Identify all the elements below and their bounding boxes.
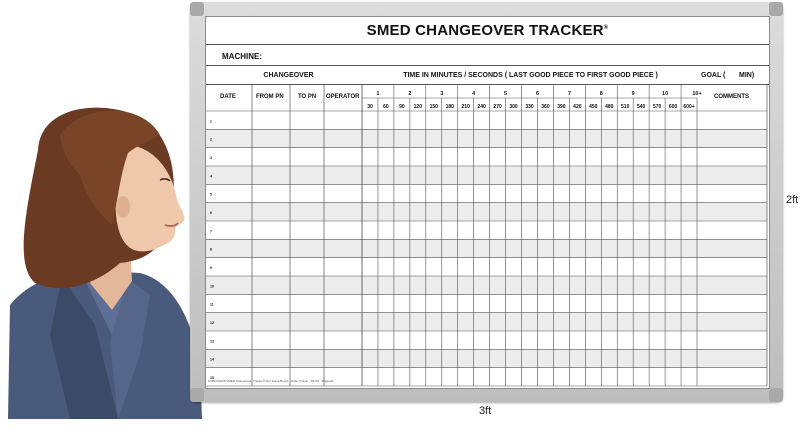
comments-column-header: COMMENTS: [714, 94, 749, 100]
row-number: 2: [210, 137, 212, 142]
seconds-label: 150: [429, 104, 438, 110]
board-title: SMED CHANGEOVER TRACKER®: [366, 22, 609, 39]
row-number: 1: [210, 119, 212, 124]
minute-label: 10: [662, 91, 669, 97]
row-number: 7: [210, 229, 212, 234]
minute-label: 7: [567, 91, 571, 97]
tracker-grid: [206, 17, 769, 388]
seconds-label: 300: [509, 104, 518, 110]
minute-label: 6: [535, 91, 540, 97]
width-dimension-label: 3ft: [479, 405, 492, 417]
row-number: 13: [210, 339, 214, 344]
row-number: 8: [210, 247, 212, 252]
seconds-label: 600: [668, 104, 678, 110]
minute-label: 1: [376, 91, 380, 97]
frame-corner: [769, 2, 783, 16]
seconds-label: 60: [383, 104, 389, 110]
time-header: TIME IN MINUTES / SECONDS ( LAST GOOD PIECE TO FIRST GOOD PIECE ): [403, 72, 658, 79]
frame-corner: [190, 2, 204, 16]
seconds-label: 90: [399, 104, 405, 110]
row-number: 9: [210, 266, 212, 271]
row-number: 14: [210, 357, 214, 362]
minute-label: 4: [472, 91, 476, 97]
seconds-label: 210: [461, 104, 470, 110]
seconds-label: 270: [493, 104, 502, 110]
height-dimension-label: 2ft: [786, 194, 799, 206]
seconds-label: 450: [589, 104, 598, 110]
seconds-label: 540: [636, 104, 646, 110]
seconds-label: 600+: [683, 104, 695, 110]
seconds-label: 30: [367, 104, 373, 110]
operator-column-header: OPERATOR: [326, 94, 360, 100]
seconds-label: 120: [413, 104, 423, 110]
row-number: 12: [210, 321, 214, 326]
seconds-label: 420: [573, 104, 582, 110]
whiteboard-surface: [205, 16, 770, 389]
seconds-label: 570: [652, 104, 662, 110]
minute-label: 5: [504, 91, 508, 97]
frame-corner: [769, 388, 783, 402]
changeover-header: CHANGEOVER: [263, 72, 314, 79]
date-column-header: DATE: [220, 94, 236, 100]
seconds-label: 390: [557, 104, 566, 110]
minute-label: 3: [440, 91, 444, 97]
frame-corner: [190, 388, 204, 402]
machine-label: MACHINE:: [222, 52, 262, 61]
goal-header: GOAL ( MIN): [701, 72, 755, 79]
footer-note: DOBOX2025 SMED Changeover Tracker® Dry Erase Board · Order Online · 48x36 · Magnetic: [208, 379, 334, 383]
row-number: 11: [210, 302, 214, 307]
seconds-label: 240: [477, 104, 486, 110]
row-number: 3: [210, 156, 212, 161]
minute-label: 8: [599, 91, 603, 97]
to-pn-column-header: TO PN: [298, 94, 317, 100]
seconds-label: 360: [541, 104, 550, 110]
row-number: 10: [210, 284, 214, 289]
row-number: 5: [210, 192, 212, 197]
seconds-label: 480: [605, 104, 614, 110]
minute-label: 9: [631, 91, 635, 97]
minute-label: 2: [408, 91, 412, 97]
seconds-label: 330: [525, 104, 534, 110]
minute-label: 10+: [692, 91, 702, 97]
row-number: 15: [210, 376, 214, 381]
row-number: 6: [210, 211, 212, 216]
seconds-label: 510: [621, 104, 630, 110]
seconds-label: 180: [445, 104, 454, 110]
from-pn-column-header: FROM PN: [256, 94, 284, 100]
row-number: 4: [210, 174, 212, 179]
person-photo: [0, 95, 205, 419]
